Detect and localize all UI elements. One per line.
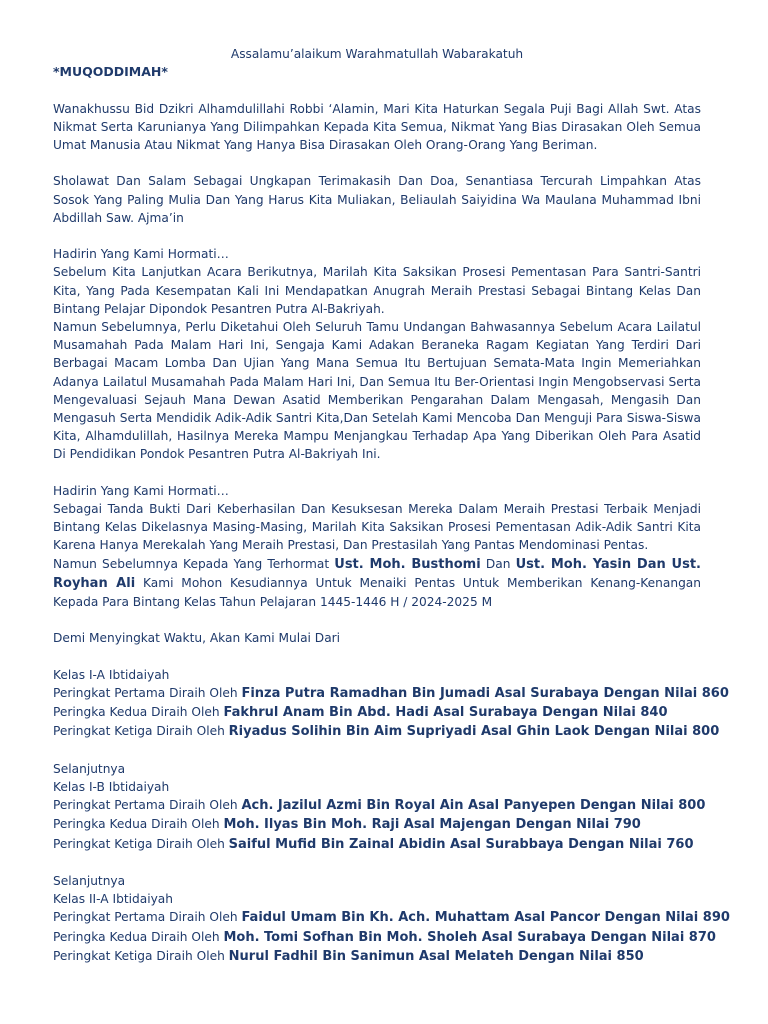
paragraph-invitation	[53, 555, 701, 612]
student-name: Saiful Mufid Bin Zainal Abidin Asal Surabbaya Dengan Nilai 760	[228, 836, 694, 852]
student-name: Ach. Jazilul Azmi Bin Royal Ain Asal Panyepen Dengan Nilai 800	[241, 798, 706, 814]
student-name: Finza Putra Ramadhan Bin Jumadi Asal Surabaya Dengan Nilai 860	[241, 686, 729, 702]
ranking-prefix: Peringkat Ketiga Diraih Oleh	[53, 948, 229, 963]
greeting: Assalamu’alaikum Warahmatullah Wabarakatuh	[230, 47, 524, 61]
ranking-line	[53, 796, 706, 815]
class-section	[53, 872, 730, 966]
ranking-prefix: Peringkat Pertama Diraih Oleh	[53, 910, 242, 925]
student-name: Faidul Umam Bin Kh. Ach. Muhattam Asal Pancor Dengan Nilai 890	[241, 910, 730, 926]
ustadz-name-2: Ust. Moh. Yasin Dan Ust. Royhan Ali	[53, 556, 701, 591]
student-name: Moh. Tomi Sofhan Bin Moh. Sholeh Asal Surabaya Dengan Nilai 870	[223, 929, 716, 945]
ranking-prefix: Peringkat Ketiga Diraih Oleh	[53, 836, 229, 851]
ranking-prefix: Peringka Kedua Diraih Oleh	[53, 705, 224, 720]
class-title: Kelas I-B Ibtidaiyah	[53, 780, 170, 795]
student-name: Fakhrul Anam Bin Abd. Hadi Asal Surabaya Dengan Nilai 840	[223, 705, 668, 721]
ranking-prefix: Peringkat Ketiga Diraih Oleh	[53, 724, 229, 739]
student-name: Riyadus Solihin Bin Aim Supriyadi Asal Ghin Laok Dengan Nilai 800	[228, 724, 720, 740]
invitation-text-1: Namun Sebelumnya Kepada Yang Terhormat	[53, 556, 335, 571]
ranking-prefix: Peringka Kedua Diraih Oleh	[53, 817, 224, 832]
ranking-line	[53, 722, 720, 741]
ranking-line	[53, 815, 701, 834]
ranking-line	[53, 835, 701, 854]
paragraph-kegiatan: Namun Sebelumnya, Perlu Diketahui Oleh Seluruh Tamu Undangan Bahwasannya Sebelum Acara Lailatul Musamahah Pada Malam Hari Ini, Sengaja Kami Adakan Beraneka Ragam Kegiatan Yang Terdiri Dari Berbagai Macam Lomba Dan Ujian Yang Mana Semua Itu Bertujuan Semata-Mata Ingin Memeriahkan Adanya Lailatul Musamahah Pada Malam Hari Ini, Dan Semua Itu Ber-Orientasi Ingin Mengobservasi Serta Mengevaluasi Sejauh Mana Dewan Asatid Memberikan Pengarahan Dalam Mengasah, Mengasih Dan Mengasuh Serta Mendidik Adik-Adik Santri Kita,Dan Setelah Kami Mencoba Dan Menguji Para Siswa-Siswa Kita, Alhamdulillah, Hasilnya Mereka Mampu Menjangkau Terhadap Apa Yang Diberikan Oleh Para Asatid Di Pendidikan Pondok Pesantren Putra Al-Bakriyah Ini.	[53, 320, 701, 462]
ranking-prefix: Peringkat Pertama Diraih Oleh	[53, 686, 242, 701]
document-page	[53, 45, 730, 966]
class-title: Kelas II-A Ibtidaiyah	[53, 892, 173, 907]
class-section	[53, 760, 706, 854]
student-name: Moh. Ilyas Bin Moh. Raji Asal Majengan Dengan Nilai 790	[223, 817, 641, 833]
paragraph-tanda-bukti: Sebagai Tanda Bukti Dari Keberhasilan Dan Kesuksesan Mereka Dalam Meraih Prestasi Terbaik Menjadi Bintang Kelas Dikelasnya Masing-Masing, Marilah Kita Saksikan Prosesi Pementasan Adik-Adik Santri Kita Karena Hanya Merekalah Yang Meraih Prestasi, Dan Prestasilah Yang Pantas Mendominasi Pentas.	[53, 502, 701, 553]
ranking-prefix: Peringkat Pertama Diraih Oleh	[53, 798, 242, 813]
paragraph-start: Demi Menyingkat Waktu, Akan Kami Mulai Dari	[53, 631, 341, 646]
class-section	[53, 666, 729, 742]
paragraph-opening: Wanakhussu Bid Dzikri Alhamdulillahi Robbi ‘Alamin, Mari Kita Haturkan Segala Puji Bagi Allah Swt. Atas Nikmat Serta Karunianya Yang Dilimpahkan Kepada Kita Semua, Nikmat Yang Bias Dirasakan Oleh Semua Umat Manusia Atau Nikmat Yang Hanya Bisa Dirasakan Oleh Orang-Orang Yang Beriman.	[53, 101, 701, 152]
hadirin-greeting-1: Hadirin Yang Kami Hormati…	[53, 247, 229, 262]
class-title: Kelas I-A Ibtidaiyah	[53, 667, 170, 682]
invitation-text-2: Dan	[480, 556, 516, 571]
section-intro: Selanjutnya	[53, 874, 126, 889]
ranking-line	[53, 684, 729, 703]
student-name: Nurul Fadhil Bin Sanimun Asal Melateh Dengan Nilai 850	[228, 948, 644, 964]
section-intro: Selanjutnya	[53, 761, 126, 776]
ranking-line	[53, 908, 730, 927]
document-heading: *MUQODDIMAH*	[53, 64, 168, 80]
invitation-text-3: Kami Mohon Kesudiannya Untuk Menaiki Pentas Untuk Memberikan Kenang-Kenangan Kepada Para Bintang Kelas Tahun Pelajaran 1445-1446 H / 2024-2025 M	[53, 575, 701, 610]
paragraph-prosesi: Sebelum Kita Lanjutkan Acara Berikutnya, Marilah Kita Saksikan Prosesi Pementasan Para Santri-Santri Kita, Yang Pada Kesempatan Kali Ini Mendapatkan Anugrah Meraih Prestasi Sebagai Bintang Kelas Dan Bintang Pelajar Dipondok Pesantren Putra Al-Bakriyah.	[53, 265, 701, 316]
paragraph-sholawat: Sholawat Dan Salam Sebagai Ungkapan Terimakasih Dan Doa, Senantiasa Tercurah Limpahkan Atas Sosok Yang Paling Mulia Dan Yang Harus Kita Muliakan, Beliaulah Saiyidina Wa Maulana Muhammad Ibni Abdillah Saw. Ajma’in	[53, 174, 701, 225]
hadirin-greeting-2: Hadirin Yang Kami Hormati…	[53, 483, 229, 498]
ranking-line	[53, 703, 701, 722]
ranking-line	[53, 947, 701, 966]
ranking-line	[53, 928, 716, 947]
ranking-prefix: Peringka Kedua Diraih Oleh	[53, 929, 224, 944]
ustadz-name-1: Ust. Moh. Busthomi	[334, 556, 481, 572]
